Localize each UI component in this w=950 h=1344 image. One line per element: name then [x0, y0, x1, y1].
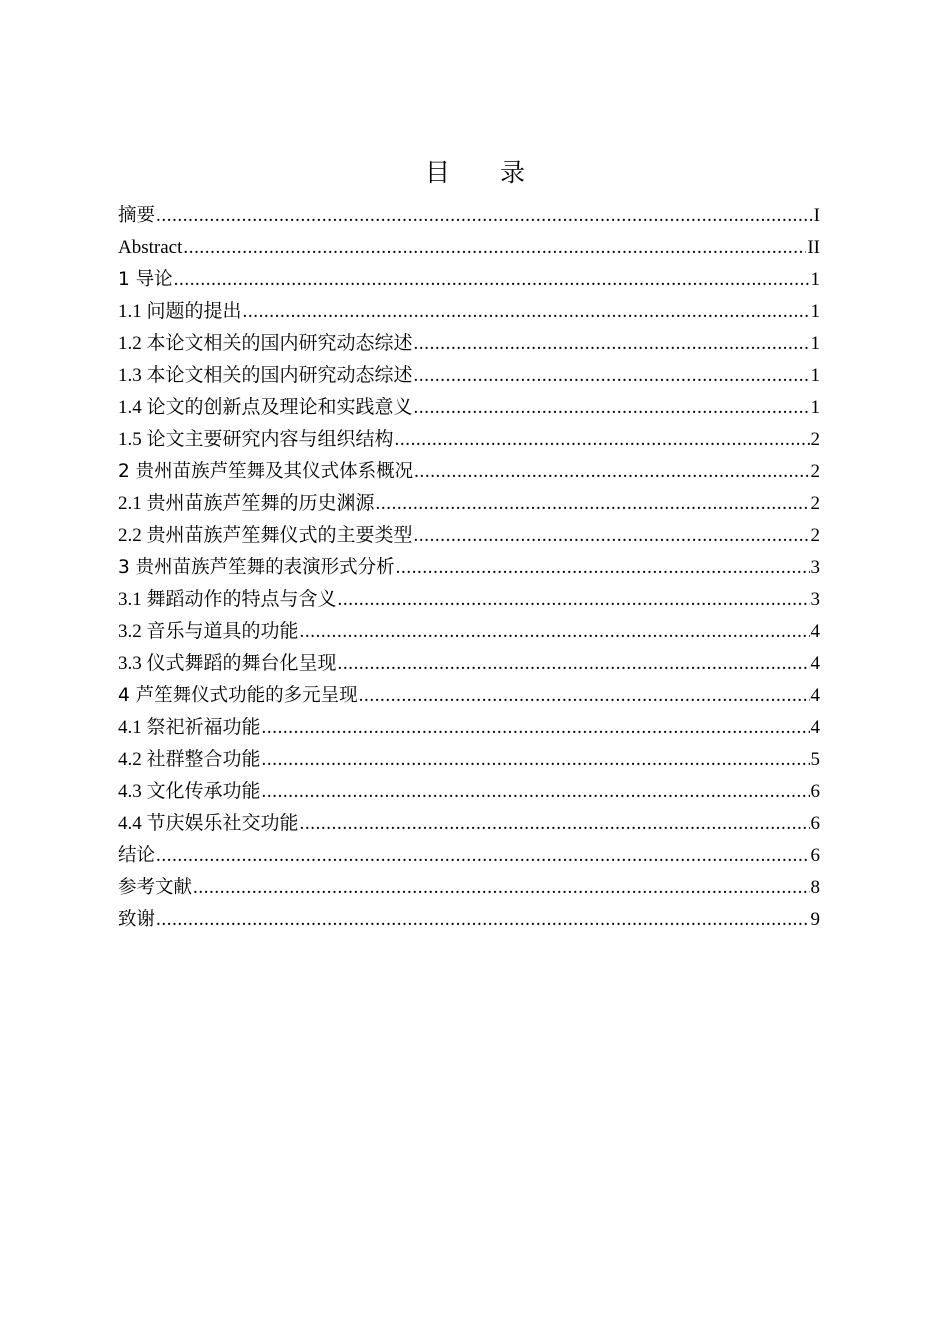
toc-entry-title: 摘要	[118, 205, 156, 226]
dot-leader	[414, 456, 809, 488]
toc-entry-title: 1.3 本论文相关的国内研究动态综述	[118, 365, 413, 386]
dot-leader	[262, 712, 810, 744]
toc-entry[interactable]	[118, 776, 820, 808]
toc-entry-page-number: 5	[810, 749, 820, 770]
dot-leader	[300, 616, 810, 648]
toc-entry[interactable]	[118, 680, 820, 712]
toc-entry-title: 2.2 贵州苗族芦笙舞仪式的主要类型	[118, 525, 413, 546]
toc-entry-title: 4.3 文化传承功能	[118, 781, 261, 802]
toc-entry-title: 1.2 本论文相关的国内研究动态综述	[118, 333, 413, 354]
dot-leader	[414, 392, 810, 424]
dot-leader	[376, 488, 810, 520]
toc-entry[interactable]	[118, 808, 820, 840]
dot-leader	[156, 840, 809, 872]
toc-entry[interactable]	[118, 648, 820, 680]
toc-entry-title: 2.1 贵州苗族芦笙舞的历史渊源	[118, 493, 375, 514]
dot-leader	[243, 296, 810, 328]
toc-entry-page-number: 4	[810, 685, 820, 706]
toc-entry-title: 1.1 问题的提出	[118, 301, 242, 322]
toc-entry-page-number: 1	[810, 301, 820, 322]
toc-entry-page-number: 2	[810, 493, 820, 514]
dot-leader	[359, 680, 810, 712]
dot-leader	[300, 808, 810, 840]
toc-entry-title: 1 导论	[118, 269, 173, 290]
toc-entry[interactable]	[118, 872, 820, 904]
toc-entry-title: 致谢	[118, 909, 156, 930]
toc-entry[interactable]	[118, 264, 820, 296]
dot-leader	[262, 776, 810, 808]
toc-entry-title: Abstract	[118, 237, 183, 258]
toc-entry[interactable]	[118, 840, 820, 872]
toc-entry-page-number: 6	[810, 813, 820, 834]
toc-entry[interactable]	[118, 424, 820, 456]
toc-entry-page-number: 3	[810, 589, 820, 610]
toc-entry-page-number: 4	[810, 621, 820, 642]
toc-entry-page-number: 4	[810, 717, 820, 738]
toc-entry[interactable]	[118, 744, 820, 776]
toc-entry-page-number: 2	[810, 525, 820, 546]
toc-entry-title: 4 芦笙舞仪式功能的多元呈现	[118, 685, 358, 706]
toc-entry[interactable]	[118, 520, 820, 552]
dot-leader	[193, 872, 809, 904]
dot-leader	[156, 200, 813, 232]
dot-leader	[395, 424, 810, 456]
dot-leader	[396, 552, 810, 584]
toc-entry[interactable]	[118, 200, 820, 232]
toc-entry[interactable]	[118, 232, 820, 264]
toc-entry[interactable]	[118, 616, 820, 648]
toc-entry-page-number: 2	[810, 429, 820, 450]
toc-entry-page-number: 6	[810, 781, 820, 802]
dot-leader	[174, 264, 810, 296]
toc-entry-page-number: 4	[810, 653, 820, 674]
toc-entry-page-number: 9	[810, 909, 820, 930]
toc-entry-page-number: I	[813, 205, 820, 226]
toc-entry[interactable]	[118, 904, 820, 936]
toc-entry-page-number: 6	[810, 845, 820, 866]
toc-entry[interactable]	[118, 392, 820, 424]
toc-entry-title: 4.4 节庆娱乐社交功能	[118, 813, 299, 834]
toc-entry[interactable]	[118, 488, 820, 520]
toc-entry-page-number: 1	[810, 365, 820, 386]
dot-leader	[262, 744, 810, 776]
toc-entry-title: 3.3 仪式舞蹈的舞台化呈现	[118, 653, 337, 674]
toc-entry-title: 4.1 祭祀祈福功能	[118, 717, 261, 738]
toc-entry-title: 结论	[118, 845, 156, 866]
dot-leader	[414, 360, 810, 392]
toc-entry[interactable]	[118, 584, 820, 616]
toc-entry-page-number: II	[807, 237, 820, 258]
dot-leader	[338, 648, 810, 680]
toc-entry-page-number: 8	[810, 877, 820, 898]
toc-list	[118, 200, 820, 936]
toc-entry-title: 3 贵州苗族芦笙舞的表演形式分析	[118, 557, 395, 578]
dot-leader	[414, 328, 810, 360]
toc-entry-page-number: 1	[810, 397, 820, 418]
dot-leader	[338, 584, 810, 616]
toc-entry-title: 1.4 论文的创新点及理论和实践意义	[118, 397, 413, 418]
toc-entry-title: 参考文献	[118, 877, 193, 898]
dot-leader	[414, 520, 810, 552]
toc-entry[interactable]	[118, 552, 820, 584]
toc-entry-title: 3.1 舞蹈动作的特点与含义	[118, 589, 337, 610]
toc-entry[interactable]	[118, 296, 820, 328]
toc-entry[interactable]	[118, 712, 820, 744]
toc-entry-page-number: 2	[810, 461, 820, 482]
toc-entry-title: 3.2 音乐与道具的功能	[118, 621, 299, 642]
toc-entry[interactable]	[118, 360, 820, 392]
dot-leader	[156, 904, 809, 936]
toc-entry-page-number: 3	[810, 557, 820, 578]
toc-entry[interactable]	[118, 328, 820, 360]
toc-entry-title: 2 贵州苗族芦笙舞及其仪式体系概况	[118, 461, 414, 482]
toc-entry-page-number: 1	[810, 269, 820, 290]
toc-entry-page-number: 1	[810, 333, 820, 354]
dot-leader	[183, 232, 806, 264]
toc-entry-title: 1.5 论文主要研究内容与组织结构	[118, 429, 394, 450]
toc-entry-title: 4.2 社群整合功能	[118, 749, 261, 770]
toc-entry[interactable]	[118, 456, 820, 488]
toc-title: 目 录	[424, 157, 525, 187]
